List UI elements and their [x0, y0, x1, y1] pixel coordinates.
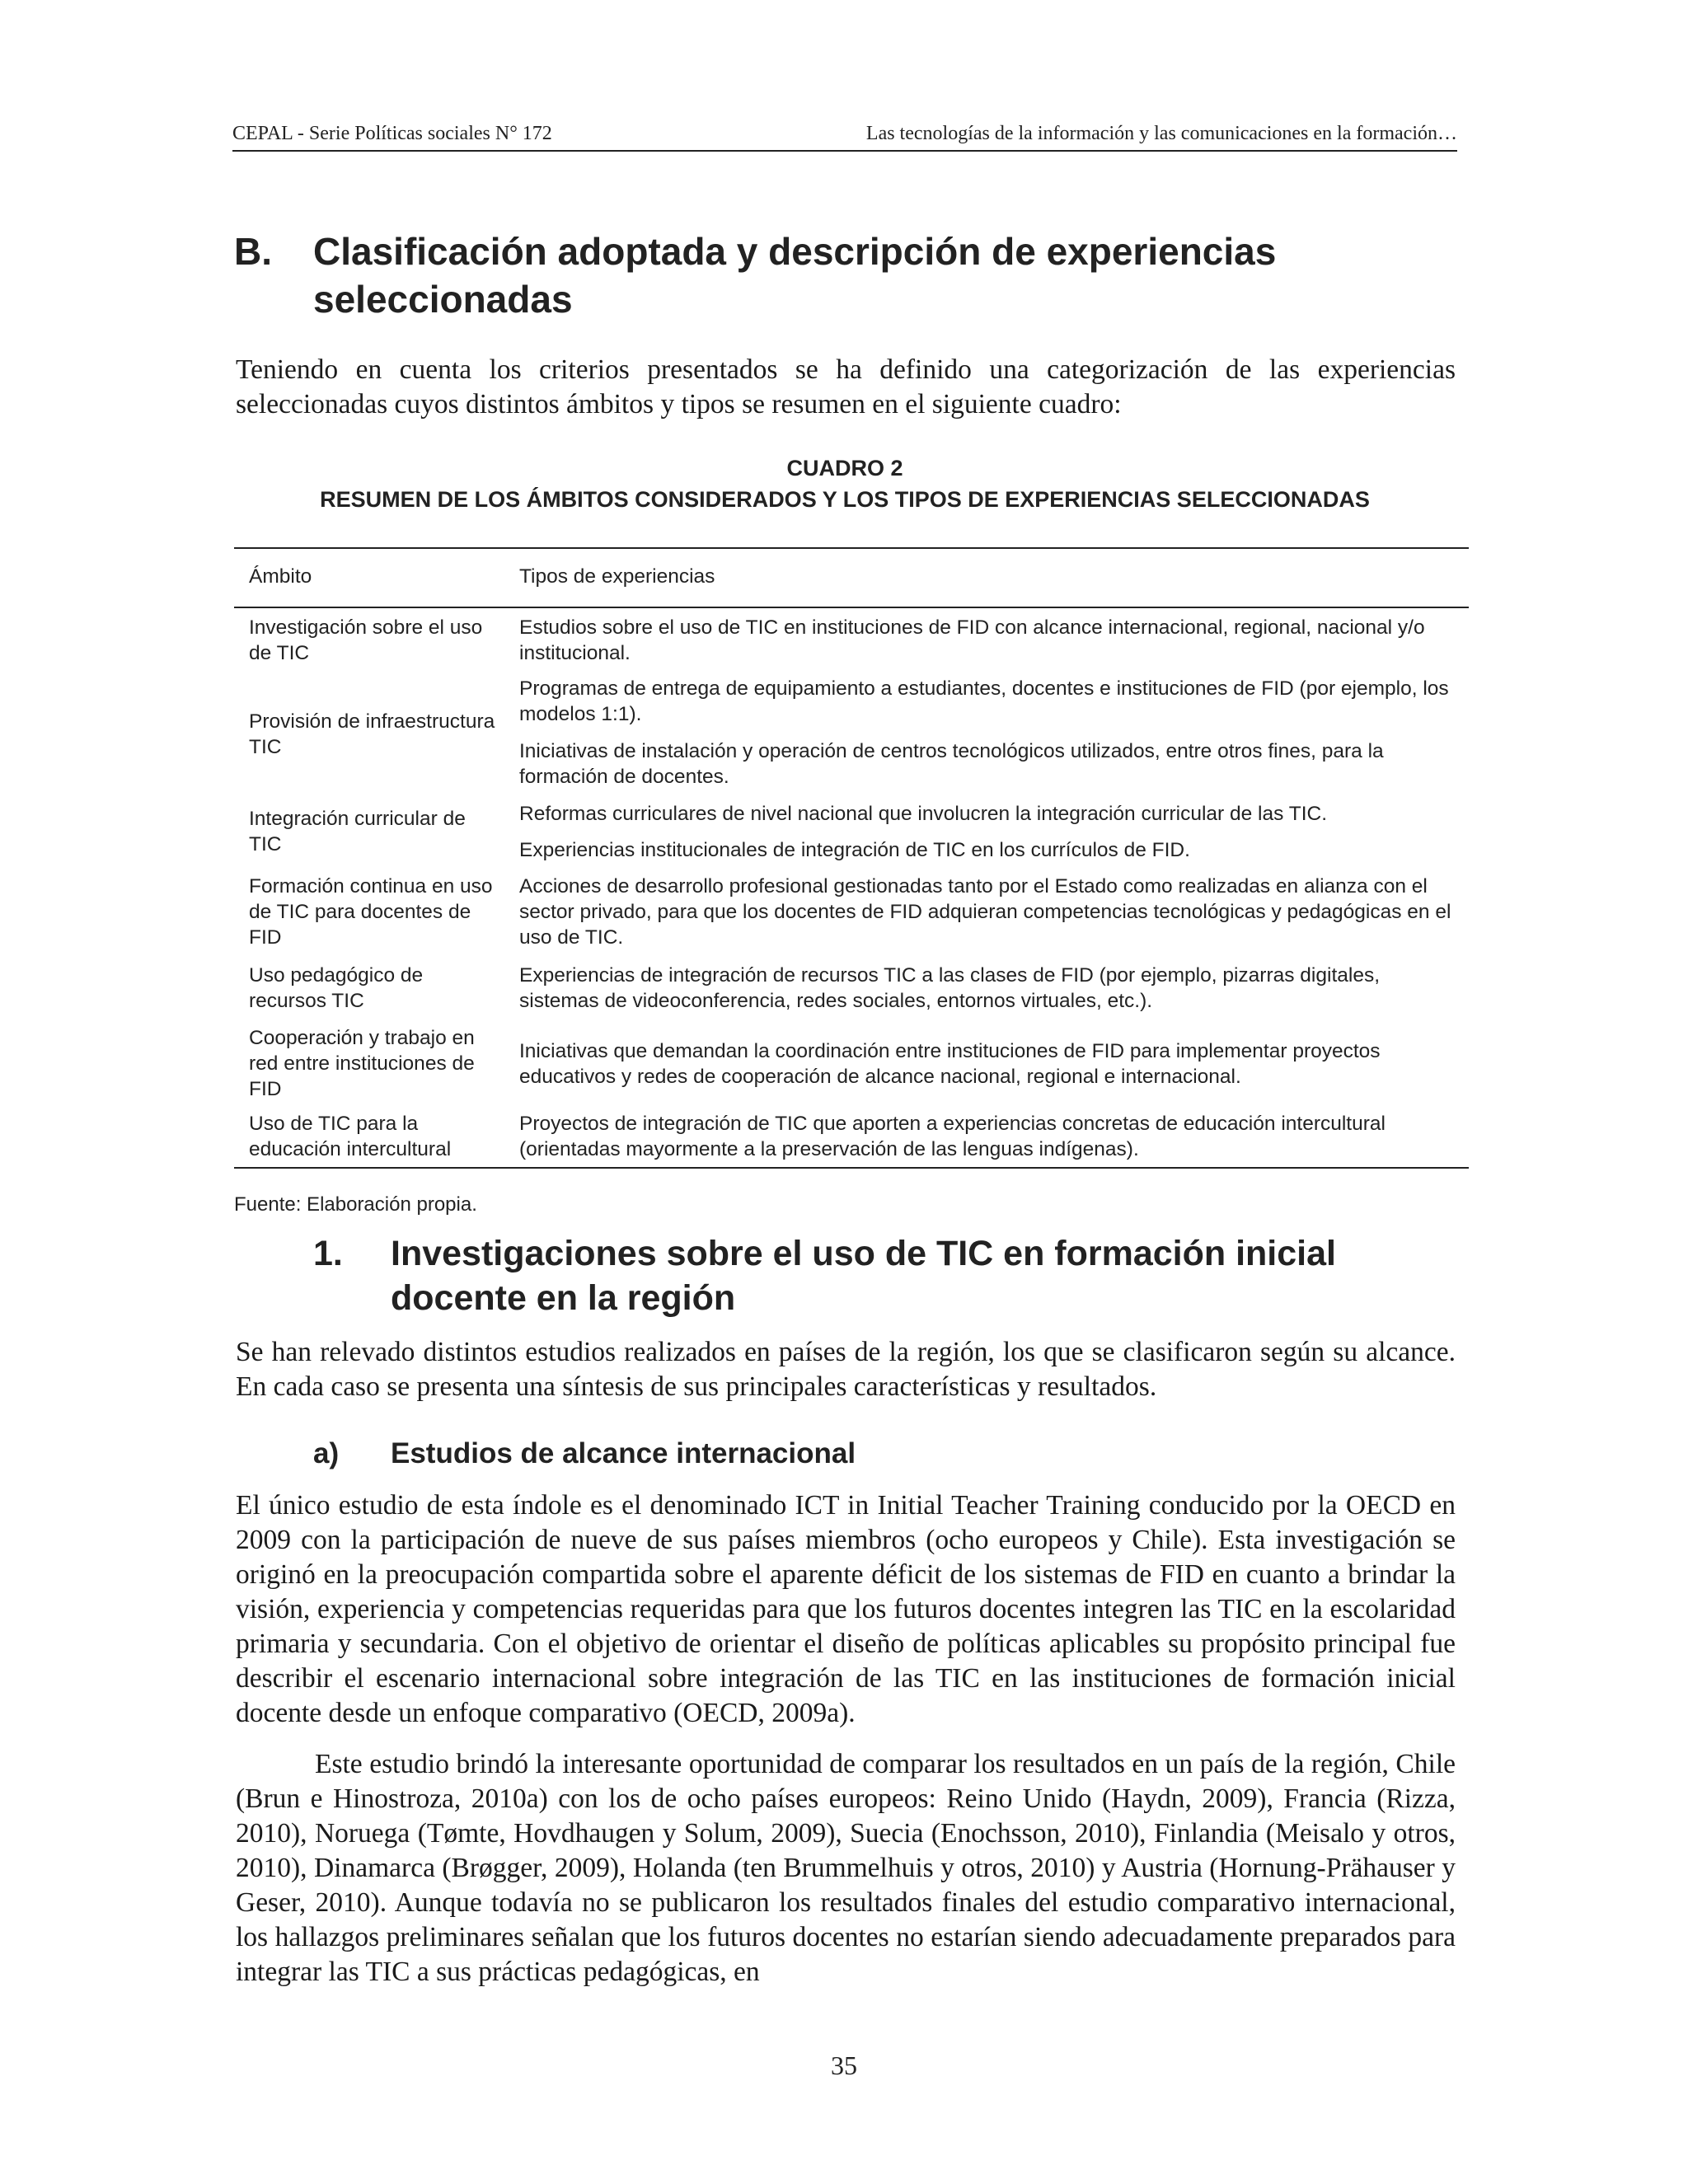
header-series: CEPAL - Serie Políticas sociales N° 172	[232, 123, 552, 144]
table-cell-tipo: Proyectos de integración de TIC que aporten a experiencias concretas de educación intercultural (orientadas mayormente a la preservación de las lenguas indígenas).	[519, 1113, 1386, 1160]
table-cell-tipo: Iniciativas que demandan la coordinación entre instituciones de FID para implementar proyectos educativos y redes de cooperación de alcance nacional, regional e internacional.	[519, 1040, 1381, 1088]
table-cell-tipo: Estudios sobre el uso de TIC en instituciones de FID con alcance internacional, regional, nacional y/o institucional.	[519, 616, 1425, 664]
table-header-ambito: Ámbito	[249, 565, 312, 588]
table-caption-title: RESUMEN DE LOS ÁMBITOS CONSIDERADOS Y LOS TIPOS DE EXPERIENCIAS SELECCIONADAS	[320, 487, 1370, 512]
table-cell-ambito: Uso de TIC para la educación intercultural	[249, 1113, 452, 1160]
table-cell-ambito: Integración curricular de TIC	[249, 808, 466, 855]
table-cell-ambito: Uso pedagógico de recursos TIC	[249, 964, 424, 1012]
table-bottom-rule	[234, 1167, 1469, 1169]
summary-table	[234, 547, 1469, 1174]
table-cell-ambito: Cooperación y trabajo en red entre instituciones de FID	[249, 1027, 475, 1100]
table-header-rule	[234, 607, 1469, 608]
table-cell-tipo: Acciones de desarrollo profesional gestionadas tanto por el Estado como realizadas en alianza con el sector privado, para que los docentes de FID adquieran competencias tecnológicas y pedagógicas en el uso de TIC.	[519, 875, 1451, 949]
section-title: Clasificación adoptada y descripción de experiencias seleccionadas	[313, 230, 1277, 321]
table-top-rule	[234, 547, 1469, 549]
body-paragraph-2: Este estudio brindó la interesante oportunidad de comparar los resultados en un país de la región, Chile (Brun e Hinostroza, 2010a) con los de ocho países europeos: Reino Unido (Haydn, 2009), Francia (Rizza, 2010), Noruega (Tømte, Hovdhaugen y Solum, 2009), Suecia (Enochsson, 2010), Finlandia (Meisalo y otros, 2010), Dinamarca (Brøgger, 2009), Holanda (ten Brummelhuis y otros, 2010) y Austria (Hornung-Prähauser y Geser, 2010). Aunque todavía no se publicaron los resultados finales del estudio comparativo internacional, los hallazgos preliminares señalan que los futuros docentes no estarían siendo adecuadamente preparados para integrar las TIC a sus prácticas pedagógicas, en	[236, 1749, 1456, 1987]
table-cell-tipo: Iniciativas de instalación y operación de centros tecnológicos utilizados, entre otros fines, para la formación de docentes.	[519, 740, 1384, 788]
header-title: Las tecnologías de la información y las comunicaciones en la formación…	[865, 123, 1457, 144]
page-number: 35	[831, 2050, 857, 2080]
table-cell-tipo: Reformas curriculares de nivel nacional que involucren la integración curricular de las TIC.	[519, 803, 1328, 825]
subsection-number: 1.	[313, 1234, 343, 1273]
table-caption-number: CUADRO 2	[786, 456, 903, 480]
subsection-paragraph: Se han relevado distintos estudios realizados en países de la región, los que se clasificaron según su alcance. En cada caso se presenta una síntesis de sus principales características y resultados.	[236, 1337, 1456, 1402]
table-header-tipos: Tipos de experiencias	[519, 565, 715, 588]
table-cell-tipo: Programas de entrega de equipamiento a estudiantes, docentes e instituciones de FID (por ejemplo, los modelos 1:1).	[519, 677, 1449, 725]
table-cell-ambito: Formación continua en uso de TIC para docentes de FID	[249, 875, 493, 949]
subsubsection-title: Estudios de alcance internacional	[391, 1437, 856, 1469]
body-paragraph-1: El único estudio de esta índole es el denominado ICT in Initial Teacher Training conducido por la OECD en 2009 con la participación de nueve de sus países miembros (ocho europeos y Chile). Esta investigación se originó en la preocupación compartida sobre el aparente déficit de los sistemas de FID en cuanto a brindar la visión, experiencia y competencias requeridas para que los futuros docentes integren las TIC en la escolaridad primaria y secundaria. Con el objetivo de orientar el diseño de políticas aplicables su propósito principal fue describir el escenario internacional sobre integración de las TIC en las instituciones de formación inicial docente desde un enfoque comparativo (OECD, 2009a).	[236, 1490, 1456, 1728]
subsubsection-number: a)	[313, 1437, 340, 1469]
subsection-title: Investigaciones sobre el uso de TIC en formación inicial docente en la región	[391, 1234, 1336, 1318]
table-cell-ambito: Investigación sobre el uso de TIC	[249, 616, 483, 664]
table-cell-tipo: Experiencias de integración de recursos TIC a las clases de FID (por ejemplo, pizarras digitales, sistemas de videoconferencia, redes sociales, entornos virtuales, etc.).	[519, 964, 1381, 1012]
section-number: B.	[234, 230, 272, 273]
intro-paragraph: Teniendo en cuenta los criterios presentados se ha definido una categorización de las experiencias seleccionadas cuyos distintos ámbitos y tipos se resumen en el siguiente cuadro:	[236, 354, 1456, 419]
table-cell-ambito: Provisión de infraestructura TIC	[249, 710, 495, 758]
table-cell-tipo: Experiencias institucionales de integración de TIC en los currículos de FID.	[519, 839, 1190, 861]
table-source: Fuente: Elaboración propia.	[234, 1193, 477, 1216]
running-header	[232, 117, 1457, 152]
